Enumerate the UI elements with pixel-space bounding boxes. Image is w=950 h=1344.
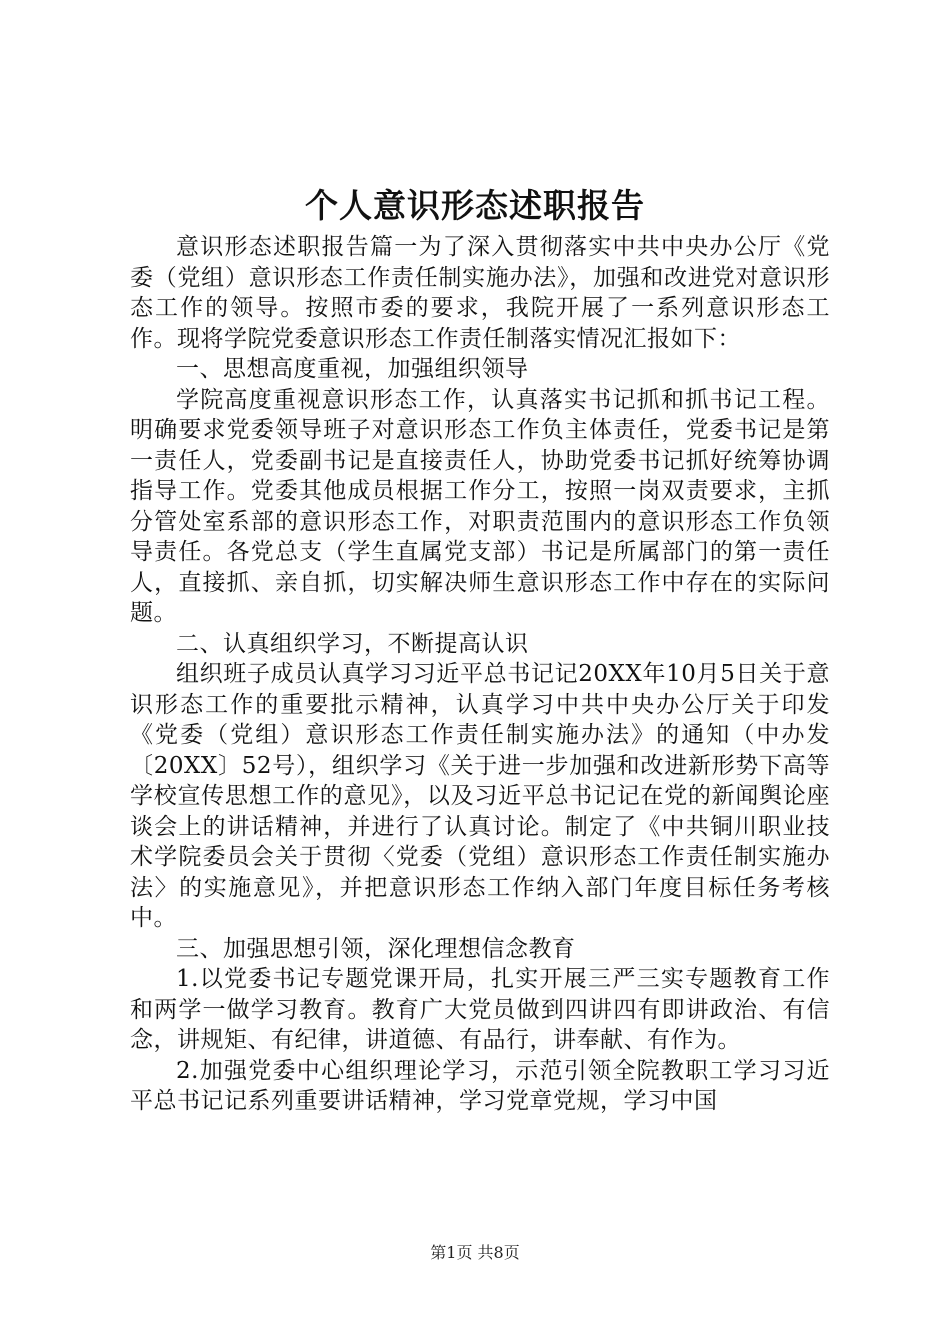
paragraph-item-2: 2.加强党委中心组织理论学习，示范引领全院教职工学习习近平总书记记系列重要讲话精神，学习党章党规，学习中国 bbox=[130, 1057, 830, 1114]
section-heading-1: 一、思想高度重视，加强组织领导 bbox=[176, 356, 529, 382]
paragraph-section-2: 组织班子成员认真学习习近平总书记记20XX年10月5日关于意识形态工作的重要批示精神，认真学习中共中央办公厅关于印发《党委（党组）意识形态工作责任制实施办法》的通知（中办发〔20XX〕52号），组织学习《关于进一步加强和改进新形势下高等学校宣传思想工作的意见》，以及习近平总书记记在党的新闻舆论座谈会上的讲话精神，并进行了认真讨论。制定了《中共铜川职业技术学院委员会关于贯彻〈党委（党组）意识形态工作责任制实施办法〉的实施意见》，并把意识形态工作纳入部门年度目标任务考核中。 bbox=[130, 661, 830, 931]
paragraph-section-1: 学院高度重视意识形态工作，认真落实书记抓和抓书记工程。明确要求党委领导班子对意识形态工作负主体责任，党委书记是第一责任人，党委副书记是直接责任人，协助党委书记抓好统筹协调指导工作。党委其他成员根据工作分工，按照一岗双责要求，主抓分管处室系部的意识形态工作，对职责范围内的意识形态工作负领导责任。各党总支（学生直属党支部）书记是所属部门的第一责任人，直接抓、亲自抓，切实解决师生意识形态工作中存在的实际问题。 bbox=[130, 386, 830, 626]
page-number-footer: 第1页 共8页 bbox=[430, 1243, 520, 1262]
section-heading-2: 二、认真组织学习，不断提高认识 bbox=[176, 630, 529, 657]
paragraph-item-1: 1.以党委书记专题党课开局，扎实开展三严三实专题教育工作和两学一做学习教育。教育广大党员做到四讲四有即讲政治、有信念，讲规矩、有纪律，讲道德、有品行，讲奉献、有作为。 bbox=[130, 966, 830, 1053]
document-title: 个人意识形态述职报告 bbox=[305, 186, 645, 225]
document-body bbox=[130, 232, 830, 1117]
section-heading-3: 三、加强思想引领，深化理想信念教育 bbox=[176, 935, 576, 962]
paragraph-intro: 意识形态述职报告篇一为了深入贯彻落实中共中央办公厅《党委（党组）意识形态工作责任制实施办法》，加强和改进党对意识形态工作的领导。按照市委的要求，我院开展了一系列意识形态工作。现将学院党委意识形态工作责任制落实情况汇报如下： bbox=[130, 234, 830, 352]
